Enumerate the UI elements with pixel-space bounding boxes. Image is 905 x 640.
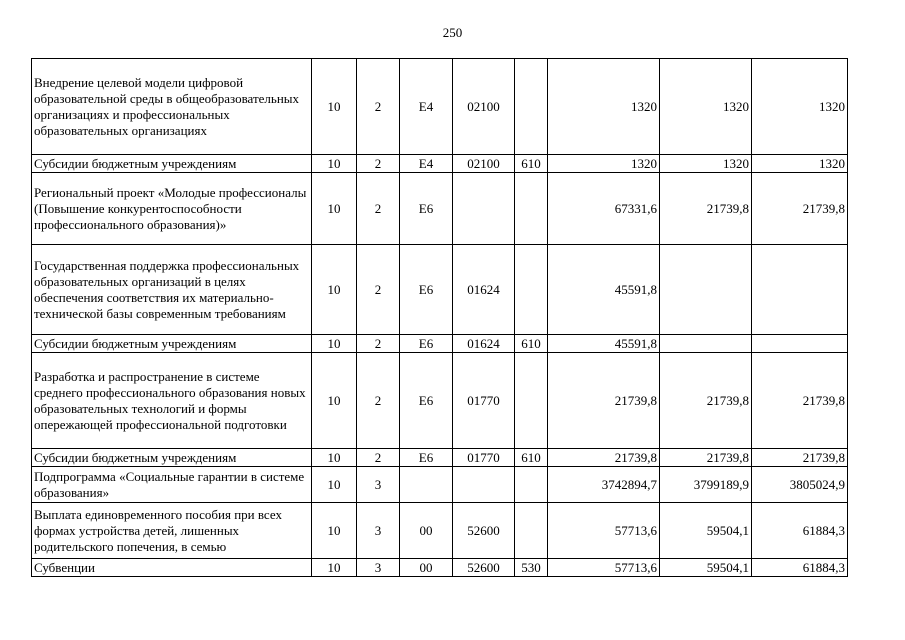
row-name-cell: Государственная поддержка профессиональных образовательных организаций в целях обеспечения соответствия их материально-технической базы современным требованиям (32, 245, 312, 335)
target-article-cell: E4 (400, 59, 453, 155)
target-article-cell: E6 (400, 335, 453, 353)
amount-year1-cell: 21739,8 (548, 449, 660, 467)
expense-code-cell: 52600 (453, 559, 515, 577)
target-article-cell: E6 (400, 173, 453, 245)
subsection-cell: 2 (357, 449, 400, 467)
expense-type-cell (515, 353, 548, 449)
section-cell: 10 (312, 335, 357, 353)
table-row (32, 173, 848, 245)
section-cell: 10 (312, 559, 357, 577)
subsection-cell: 2 (357, 59, 400, 155)
expense-type-cell: 530 (515, 559, 548, 577)
amount-year3-cell: 21739,8 (752, 353, 848, 449)
amount-year2-cell: 21739,8 (660, 449, 752, 467)
section-cell: 10 (312, 503, 357, 559)
amount-year2-cell: 3799189,9 (660, 467, 752, 503)
expense-type-cell (515, 59, 548, 155)
amount-year3-cell: 1320 (752, 155, 848, 173)
row-name-cell: Региональный проект «Молодые профессионалы (Повышение конкурентоспособности профессионального образования)» (32, 173, 312, 245)
amount-year1-cell: 1320 (548, 155, 660, 173)
target-article-cell: E4 (400, 155, 453, 173)
expense-type-cell (515, 467, 548, 503)
target-article-cell: E6 (400, 353, 453, 449)
table-row (32, 155, 848, 173)
amount-year2-cell: 21739,8 (660, 173, 752, 245)
table-row (32, 335, 848, 353)
amount-year2-cell: 59504,1 (660, 559, 752, 577)
target-article-cell: E6 (400, 449, 453, 467)
amount-year1-cell: 21739,8 (548, 353, 660, 449)
table-row (32, 467, 848, 503)
page-number: 250 (442, 25, 463, 40)
subsection-cell: 3 (357, 467, 400, 503)
table-row (32, 59, 848, 155)
target-article-cell: 00 (400, 503, 453, 559)
section-cell: 10 (312, 155, 357, 173)
amount-year1-cell: 1320 (548, 59, 660, 155)
amount-year2-cell (660, 335, 752, 353)
expense-code-cell: 01624 (453, 335, 515, 353)
amount-year3-cell: 1320 (752, 59, 848, 155)
expense-code-cell: 01624 (453, 245, 515, 335)
table-row (32, 559, 848, 577)
row-name-cell: Субсидии бюджетным учреждениям (32, 155, 312, 173)
expense-type-cell: 610 (515, 155, 548, 173)
subsection-cell: 2 (357, 173, 400, 245)
table-row (32, 449, 848, 467)
expense-type-cell (515, 245, 548, 335)
amount-year1-cell: 3742894,7 (548, 467, 660, 503)
amount-year2-cell: 21739,8 (660, 353, 752, 449)
row-name-cell: Субсидии бюджетным учреждениям (32, 335, 312, 353)
amount-year3-cell: 61884,3 (752, 503, 848, 559)
budget-table (31, 58, 848, 577)
expense-code-cell: 02100 (453, 155, 515, 173)
amount-year2-cell: 1320 (660, 155, 752, 173)
table-row (32, 353, 848, 449)
section-cell: 10 (312, 353, 357, 449)
subsection-cell: 2 (357, 245, 400, 335)
expense-code-cell: 52600 (453, 503, 515, 559)
target-article-cell (400, 467, 453, 503)
section-cell: 10 (312, 245, 357, 335)
row-name-cell: Субсидии бюджетным учреждениям (32, 449, 312, 467)
amount-year1-cell: 67331,6 (548, 173, 660, 245)
amount-year3-cell: 21739,8 (752, 449, 848, 467)
row-name-cell: Субвенции (32, 559, 312, 577)
expense-code-cell (453, 173, 515, 245)
expense-type-cell (515, 173, 548, 245)
amount-year1-cell: 57713,6 (548, 503, 660, 559)
section-cell: 10 (312, 467, 357, 503)
expense-type-cell: 610 (515, 335, 548, 353)
subsection-cell: 3 (357, 503, 400, 559)
target-article-cell: 00 (400, 559, 453, 577)
amount-year1-cell: 45591,8 (548, 245, 660, 335)
expense-type-cell (515, 503, 548, 559)
section-cell: 10 (312, 449, 357, 467)
section-cell: 10 (312, 59, 357, 155)
amount-year3-cell: 3805024,9 (752, 467, 848, 503)
row-name-cell: Разработка и распространение в системе среднего профессионального образования новых образовательных технологий и формы опережающей профессиональной подготовки (32, 353, 312, 449)
expense-code-cell: 02100 (453, 59, 515, 155)
table-body (32, 59, 848, 577)
row-name-cell: Внедрение целевой модели цифровой образовательной среды в общеобразовательных организациях и профессиональных образовательных организациях (32, 59, 312, 155)
amount-year3-cell: 21739,8 (752, 173, 848, 245)
subsection-cell: 2 (357, 335, 400, 353)
expense-type-cell: 610 (515, 449, 548, 467)
row-name-cell: Подпрограмма «Социальные гарантии в системе образования» (32, 467, 312, 503)
subsection-cell: 2 (357, 353, 400, 449)
subsection-cell: 2 (357, 155, 400, 173)
section-cell: 10 (312, 173, 357, 245)
expense-code-cell (453, 467, 515, 503)
amount-year2-cell: 1320 (660, 59, 752, 155)
expense-code-cell: 01770 (453, 353, 515, 449)
amount-year3-cell (752, 245, 848, 335)
subsection-cell: 3 (357, 559, 400, 577)
table-row (32, 503, 848, 559)
amount-year3-cell: 61884,3 (752, 559, 848, 577)
amount-year2-cell (660, 245, 752, 335)
amount-year1-cell: 45591,8 (548, 335, 660, 353)
amount-year3-cell (752, 335, 848, 353)
target-article-cell: E6 (400, 245, 453, 335)
row-name-cell: Выплата единовременного пособия при всех формах устройства детей, лишенных родительского попечения, в семью (32, 503, 312, 559)
expense-code-cell: 01770 (453, 449, 515, 467)
table-row (32, 245, 848, 335)
amount-year1-cell: 57713,6 (548, 559, 660, 577)
amount-year2-cell: 59504,1 (660, 503, 752, 559)
